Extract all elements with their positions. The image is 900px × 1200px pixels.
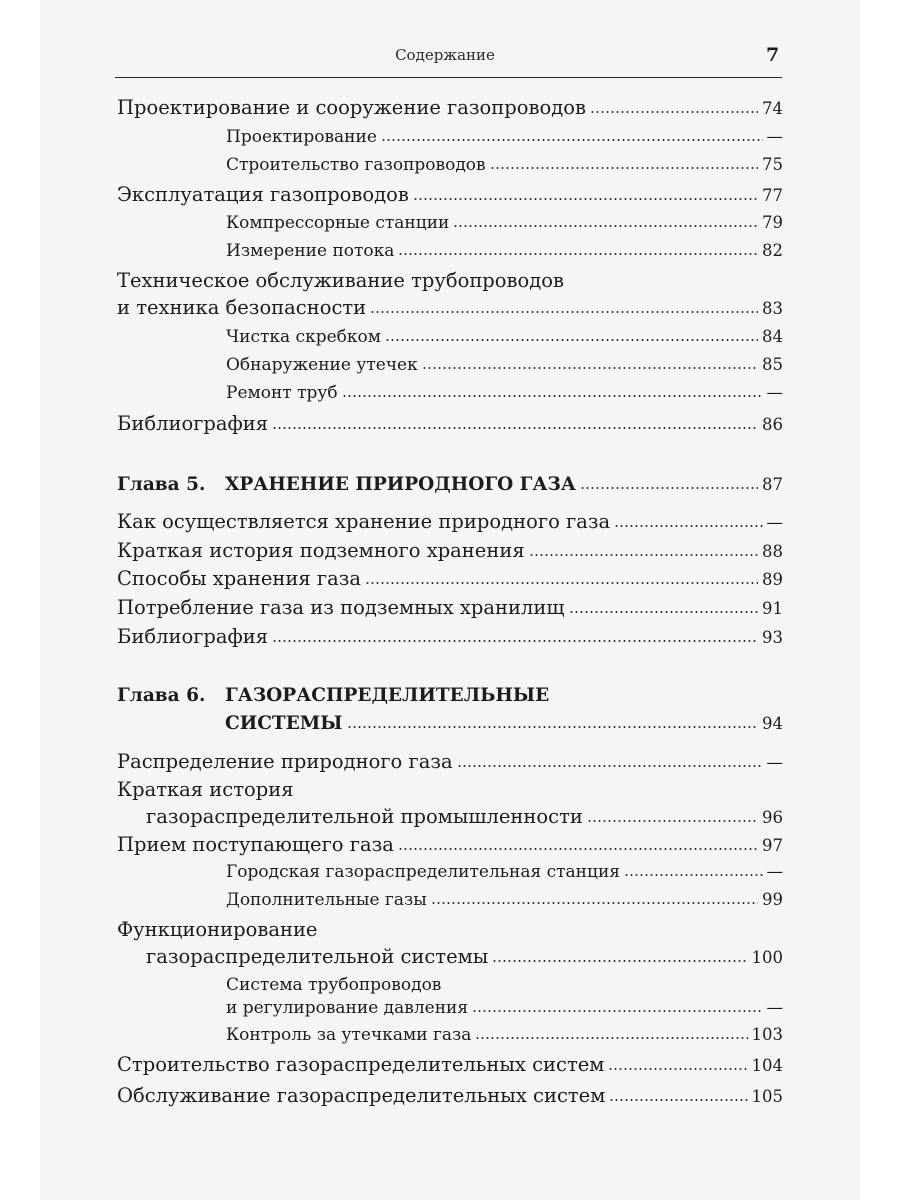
- toc-entry-title: Библиография: [117, 412, 269, 435]
- toc-entry-page: —: [766, 753, 783, 772]
- toc-entry-title: Эксплуатация газопроводов: [117, 183, 409, 206]
- toc-subentry: [226, 355, 783, 381]
- dot-leader: [381, 137, 763, 143]
- toc-subentry-page: 84: [762, 327, 783, 346]
- toc-entry-page: 74: [762, 99, 783, 118]
- toc-subentry-title: Чистка скребком: [226, 327, 381, 347]
- toc-entry: [117, 1053, 783, 1079]
- dot-leader: [431, 900, 758, 906]
- toc-subentry-title: Компрессорные станции: [226, 213, 450, 233]
- toc-entry-page: 91: [762, 599, 783, 618]
- toc-subentry-title: Строительство газопроводов: [226, 155, 486, 175]
- dot-leader: [475, 1035, 747, 1041]
- toc-subentry-title: Дополнительные газы: [226, 890, 427, 910]
- toc-subentry-title: Городская газораспределительная станция: [226, 862, 620, 882]
- toc-entry: [117, 183, 783, 209]
- chapter-page: 94: [762, 714, 783, 733]
- dot-leader: [342, 393, 763, 399]
- running-header-page-number: 7: [766, 44, 780, 66]
- dot-leader: [422, 365, 758, 371]
- dot-leader: [398, 846, 758, 852]
- toc-entry-title-line1: Техническое обслуживание трубопроводов: [117, 269, 564, 292]
- toc-subentry: [226, 127, 783, 153]
- toc-entry: [117, 625, 783, 651]
- dot-leader: [609, 1097, 747, 1103]
- dot-leader: [529, 552, 758, 558]
- toc-subentry-title: и регулирование давления: [226, 998, 469, 1018]
- dot-leader: [624, 872, 763, 878]
- dot-leader: [347, 724, 758, 730]
- toc-subentry-title: Ремонт труб: [226, 383, 338, 403]
- toc-subentry-page: —: [766, 127, 783, 146]
- dot-leader: [608, 1066, 747, 1072]
- toc-subentry: [226, 241, 783, 267]
- toc-entry: [146, 945, 783, 971]
- toc-entry-title: Краткая история подземного хранения: [117, 539, 525, 562]
- dot-leader: [587, 818, 758, 824]
- toc-subentry-page: 85: [762, 355, 783, 374]
- dot-leader: [590, 109, 758, 115]
- toc-entry-page: 100: [751, 948, 783, 967]
- toc-entry-title: Библиография: [117, 625, 269, 648]
- toc-subentry-page: 82: [762, 241, 783, 260]
- toc-entry-title: Строительство газораспределительных систем: [117, 1053, 605, 1076]
- toc-entry: [117, 750, 783, 776]
- toc-entry-title: Способы хранения газа: [117, 567, 362, 590]
- toc-entry: [117, 510, 783, 536]
- toc-entry-title: Проектирование и сооружение газопроводов: [117, 96, 586, 119]
- toc-entry-page: 83: [762, 299, 783, 318]
- toc-entry-title: и техника безопасности: [117, 296, 367, 319]
- toc-entry-title: Распределение природного газа: [117, 750, 453, 773]
- toc-subentry-page: —: [766, 998, 783, 1017]
- toc-entry-page: 96: [762, 808, 783, 827]
- toc-subentry-page: 75: [762, 155, 783, 174]
- toc-entry-page: 104: [751, 1056, 783, 1075]
- toc-entry: [117, 1084, 783, 1110]
- toc-entry: [117, 833, 783, 859]
- toc-entry: [117, 596, 783, 622]
- toc-subentry-title: Контроль за утечками газа: [226, 1025, 472, 1045]
- toc-entry: [117, 412, 783, 438]
- toc-subentry: [226, 1025, 783, 1051]
- toc-entry: [117, 567, 783, 593]
- toc-subentry-title: Обнаружение утечек: [226, 355, 418, 375]
- toc-subentry: [226, 998, 783, 1024]
- dot-leader: [492, 958, 747, 964]
- dot-leader: [569, 609, 758, 615]
- toc-entry-page: 89: [762, 570, 783, 589]
- toc-subentry: [226, 890, 783, 916]
- dot-leader: [472, 1008, 762, 1014]
- dot-leader: [272, 425, 758, 431]
- toc-entry-page: 93: [762, 628, 783, 647]
- chapter-title-line2: СИСТЕМЫ: [225, 713, 343, 734]
- chapter-title: ХРАНЕНИЕ ПРИРОДНОГО ГАЗА: [225, 474, 576, 495]
- chapter-label: Глава 5.: [117, 474, 206, 495]
- dot-leader: [490, 165, 758, 171]
- toc-subentry-title: Проектирование: [226, 127, 377, 147]
- toc-entry-page: 86: [762, 415, 783, 434]
- dot-leader: [453, 223, 758, 229]
- toc-entry-page: 77: [762, 186, 783, 205]
- toc-entry: [117, 539, 783, 565]
- toc-subentry: [226, 327, 783, 353]
- toc-entry-title: Прием поступающего газа: [117, 833, 394, 856]
- toc-entry: [146, 805, 783, 831]
- dot-leader: [365, 580, 758, 586]
- toc-subentry: [226, 155, 783, 181]
- toc-subentry: [226, 213, 783, 239]
- dot-leader: [614, 523, 762, 529]
- toc-subentry-page: —: [766, 383, 783, 402]
- toc-entry-title: газораспределительной промышленности: [146, 805, 583, 828]
- dot-leader: [580, 485, 758, 491]
- chapter-label: Глава 6.: [117, 685, 206, 706]
- toc-entry-page: —: [766, 513, 783, 532]
- toc-entry-page: 88: [762, 542, 783, 561]
- dot-leader: [413, 196, 758, 202]
- toc-subentry-title-line1: Система трубопроводов: [226, 975, 442, 995]
- dot-leader: [272, 638, 758, 644]
- toc-entry-title-line1: Краткая история: [117, 778, 294, 801]
- dot-leader: [385, 337, 758, 343]
- dot-leader: [370, 309, 758, 315]
- toc-entry-title: Потребление газа из подземных хранилищ: [117, 596, 565, 619]
- toc-entry-title: Обслуживание газораспределительных систем: [117, 1084, 606, 1107]
- toc-subentry: [226, 383, 783, 409]
- toc-chapter: [225, 713, 783, 739]
- toc-entry-title-line1: Функционирование: [117, 918, 318, 941]
- toc-subentry-page: 103: [751, 1025, 783, 1044]
- dot-leader: [457, 763, 763, 769]
- toc-chapter: [117, 474, 783, 500]
- dot-leader: [398, 251, 758, 257]
- running-header-title: Содержание: [395, 46, 495, 64]
- toc-subentry-title: Измерение потока: [226, 241, 395, 261]
- toc-subentry-page: —: [766, 862, 783, 881]
- chapter-page: 87: [762, 475, 783, 494]
- toc-entry: [117, 296, 783, 322]
- toc-subentry-page: 99: [762, 890, 783, 909]
- chapter-title: ГАЗОРАСПРЕДЕЛИТЕЛЬНЫЕ: [225, 685, 550, 706]
- toc-entry-title: Как осуществляется хранение природного газа: [117, 510, 611, 533]
- toc-entry-page: 97: [762, 836, 783, 855]
- toc-entry-page: 105: [751, 1087, 783, 1106]
- toc-subentry-page: 79: [762, 213, 783, 232]
- toc-subentry: [226, 862, 783, 888]
- toc-chapter-line1: [117, 685, 549, 711]
- toc-entry: [117, 96, 783, 122]
- toc-entry-title: газораспределительной системы: [146, 945, 489, 968]
